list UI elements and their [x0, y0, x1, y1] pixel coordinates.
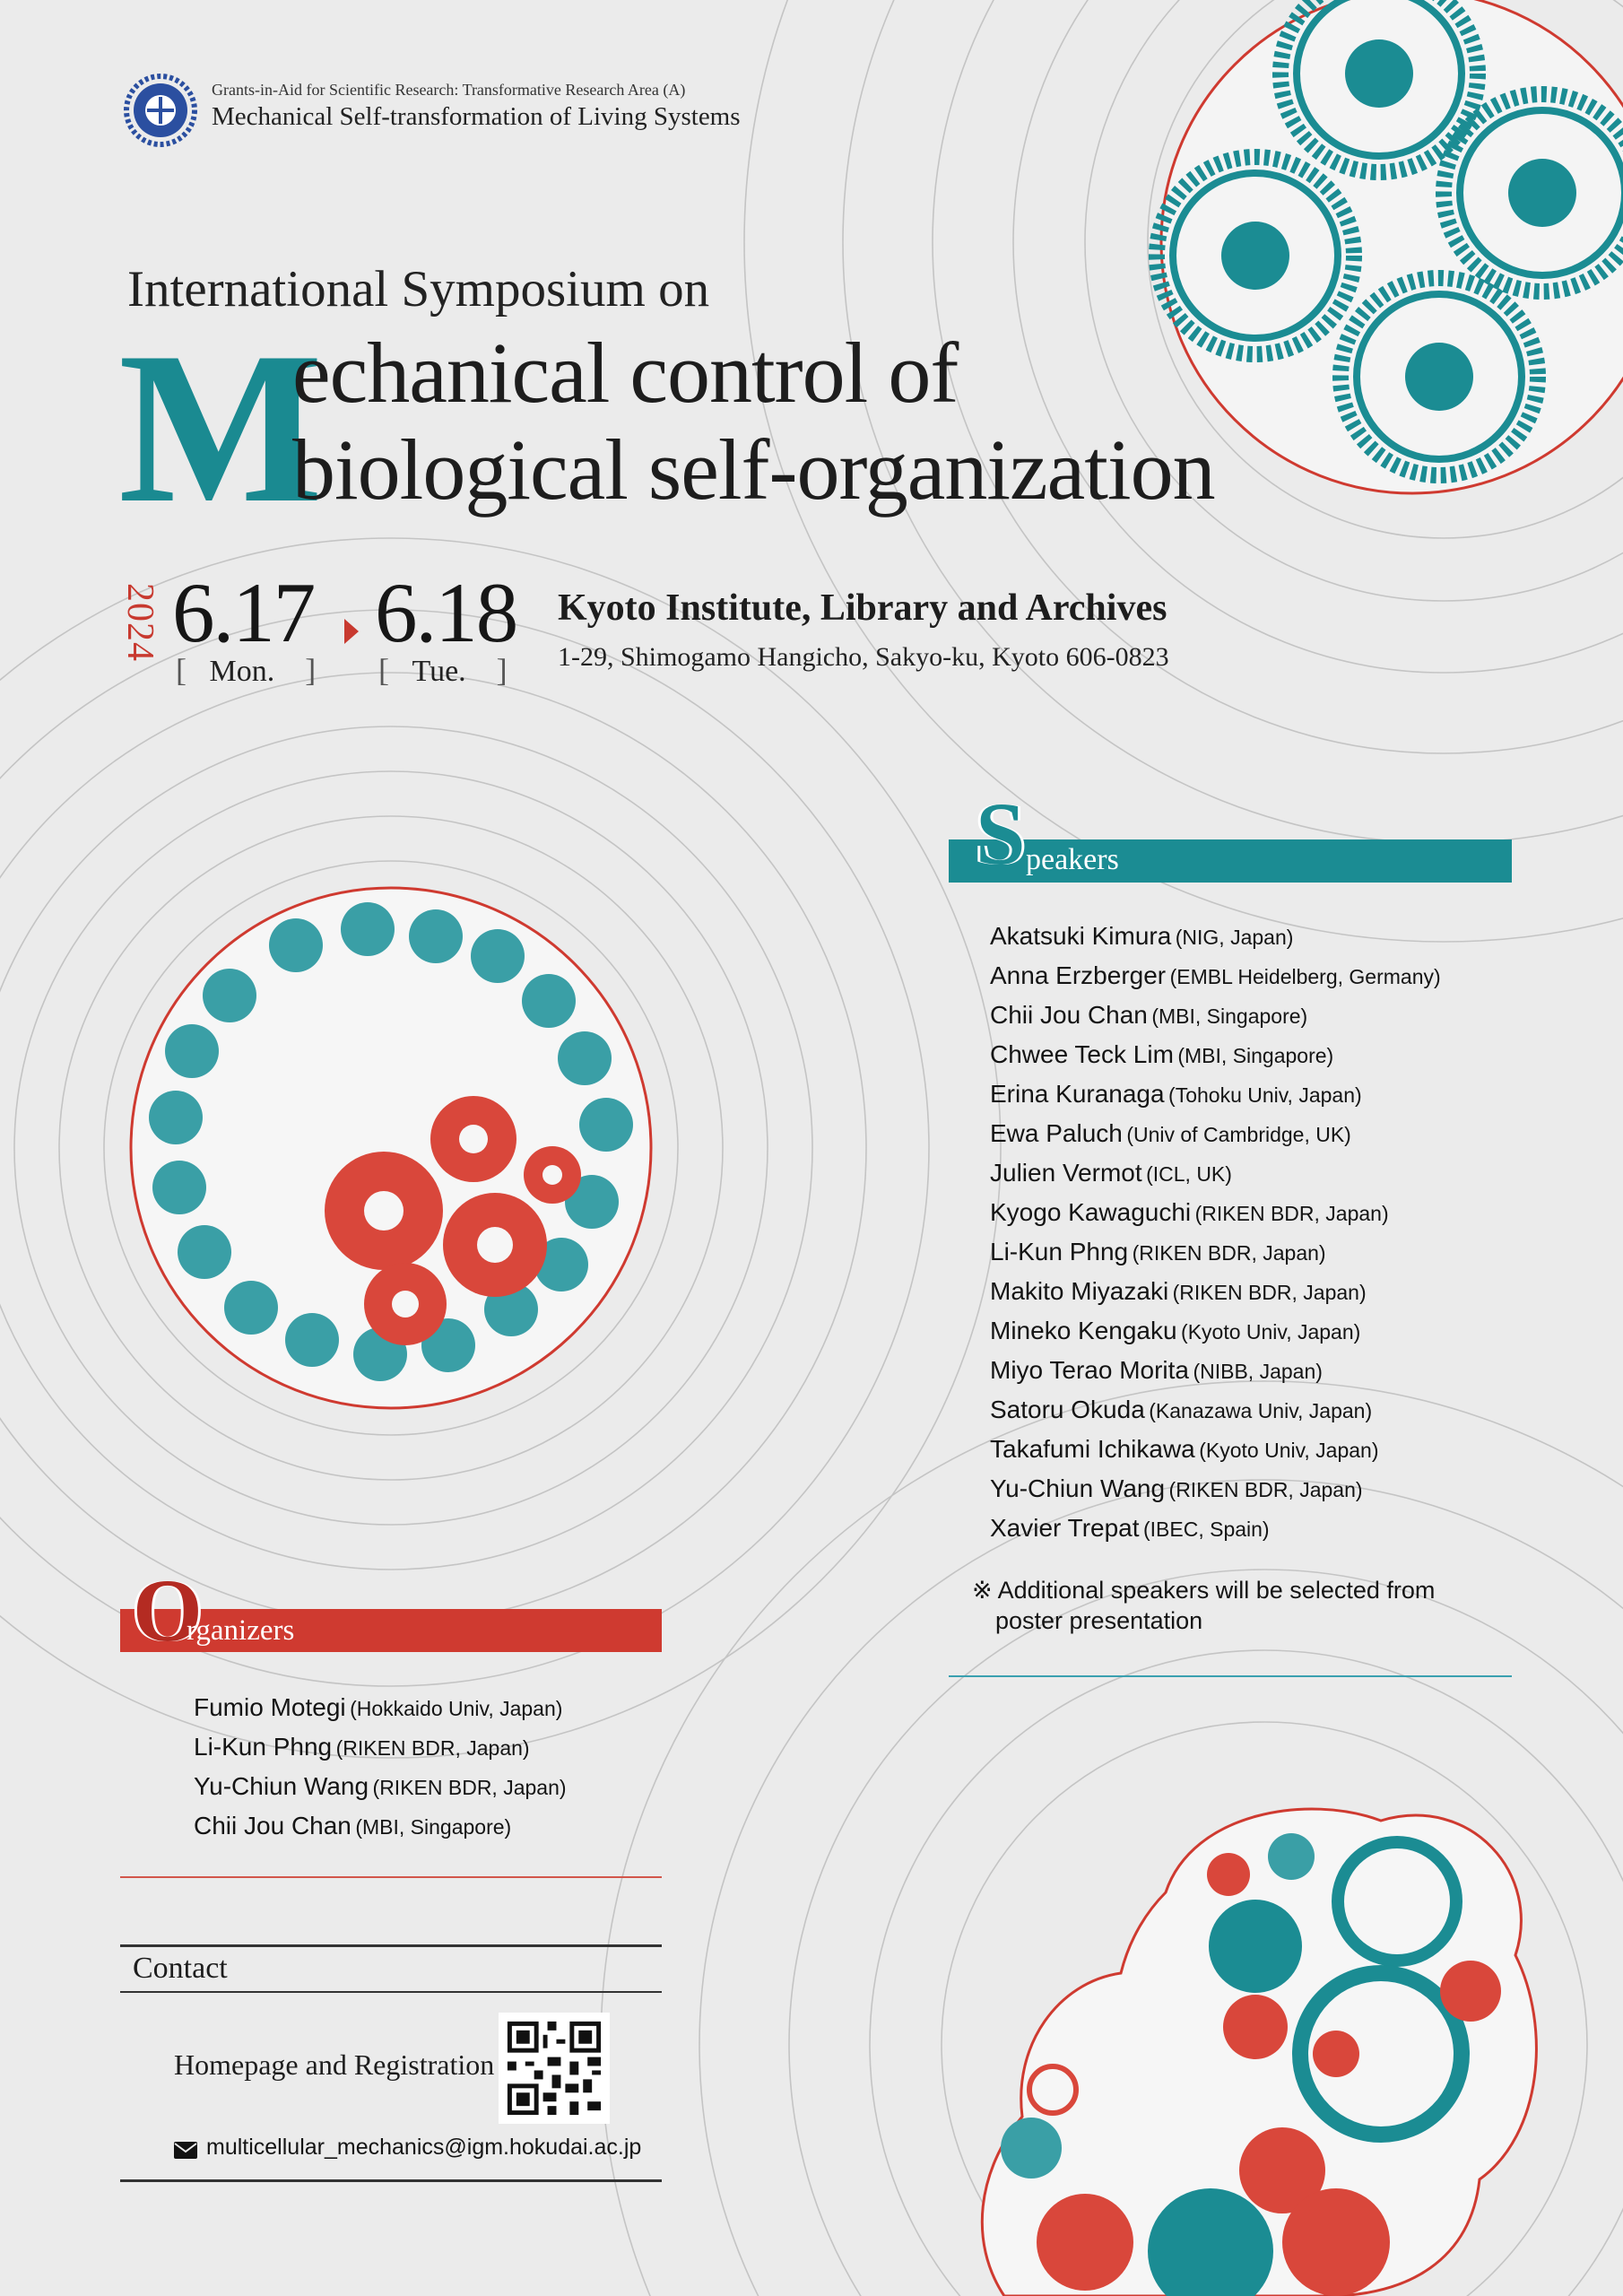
- person-name: Li-Kun Phng: [194, 1733, 333, 1761]
- event-year: [118, 583, 163, 687]
- speaker-entry: [990, 1035, 1441, 1074]
- speaker-entry: [990, 1272, 1441, 1311]
- person-name: Akatsuki Kimura: [990, 922, 1172, 950]
- date-range-arrow-icon: [344, 619, 359, 644]
- speaker-entry: [990, 1469, 1441, 1509]
- note-line-1: ※ Additional speakers will be selected from: [972, 1577, 1436, 1604]
- person-affiliation: (IBEC, Spain): [1142, 1518, 1270, 1541]
- person-affiliation: (NIBB, Japan): [1193, 1360, 1323, 1383]
- person-name: Chii Jou Chan: [194, 1812, 352, 1839]
- person-affiliation: (NIG, Japan): [1175, 926, 1294, 949]
- person-name: Kyogo Kawaguchi: [990, 1198, 1192, 1226]
- envelope-icon: [174, 2142, 197, 2159]
- person-affiliation: (RIKEN BDR, Japan): [372, 1776, 567, 1799]
- venue-name: Kyoto Institute, Library and Archives: [558, 587, 1167, 629]
- person-name: Xavier Trepat: [990, 1514, 1140, 1542]
- speaker-list: [990, 917, 1441, 1548]
- person-affiliation: (Tohoku Univ, Japan): [1168, 1083, 1362, 1107]
- person-name: Anna Erzberger: [990, 961, 1167, 989]
- symposium-pretitle: International Symposium on: [127, 261, 710, 317]
- speaker-entry: [990, 1430, 1441, 1469]
- bracket-open: [: [176, 652, 187, 688]
- person-name: Chii Jou Chan: [990, 1001, 1148, 1029]
- bracket-close: ]: [496, 652, 508, 688]
- person-name: Fumio Motegi: [194, 1693, 346, 1721]
- organizers-heading-text: rganizers: [187, 1614, 295, 1647]
- speaker-entry: [990, 996, 1441, 1035]
- divider: [120, 2179, 662, 2182]
- speakers-heading-text: peakers: [1026, 843, 1119, 876]
- speaker-entry: [990, 1509, 1441, 1548]
- person-affiliation: (Kanazawa Univ, Japan): [1149, 1399, 1373, 1422]
- divider: [120, 1944, 662, 1947]
- speaker-entry: [990, 1074, 1441, 1114]
- organizer-entry: [194, 1806, 567, 1846]
- additional-speakers-note: [972, 1575, 1435, 1636]
- person-affiliation: (MBI, Singapore): [355, 1815, 512, 1839]
- person-name: Chwee Teck Lim: [990, 1040, 1174, 1068]
- person-affiliation: (MBI, Singapore): [1151, 1004, 1308, 1028]
- contact-email[interactable]: multicellular_mechanics@igm.hokudai.ac.jp: [206, 2135, 642, 2160]
- person-affiliation: (EMBL Heidelberg, Germany): [1169, 965, 1441, 988]
- person-name: Satoru Okuda: [990, 1396, 1145, 1423]
- date-start: 6.17: [172, 565, 315, 660]
- person-affiliation: (Univ of Cambridge, UK): [1126, 1123, 1351, 1146]
- speaker-entry: [990, 956, 1441, 996]
- title-line-1: echanical control of: [292, 325, 959, 421]
- organizer-entry: [194, 1727, 567, 1767]
- person-name: Julien Vermot: [990, 1159, 1142, 1187]
- person-affiliation: (RIKEN BDR, Japan): [1168, 1478, 1363, 1501]
- speaker-entry: [990, 1193, 1441, 1232]
- speaker-entry: [990, 1311, 1441, 1351]
- contact-heading: Contact: [133, 1952, 228, 1985]
- speaker-entry: [990, 1232, 1441, 1272]
- person-name: Makito Miyazaki: [990, 1277, 1169, 1305]
- title-line-2: biological self-organization: [292, 422, 1215, 517]
- day-end-label: Tue.: [412, 655, 466, 688]
- speaker-entry: [990, 1153, 1441, 1193]
- person-name: Takafumi Ichikawa: [990, 1435, 1195, 1463]
- day-start: [176, 651, 316, 689]
- day-end: [378, 651, 508, 689]
- note-line-2: poster presentation: [995, 1607, 1203, 1634]
- person-affiliation: (ICL, UK): [1146, 1162, 1232, 1186]
- grant-program-line: Grants-in-Aid for Scientific Research: Transformative Research Area (A): [212, 81, 686, 99]
- person-name: Mineko Kengaku: [990, 1317, 1177, 1344]
- speaker-entry: [990, 1390, 1441, 1430]
- person-affiliation: (Kyoto Univ, Japan): [1199, 1439, 1379, 1462]
- bracket-open: [: [378, 652, 389, 688]
- divider: [120, 1876, 662, 1878]
- qr-code-icon[interactable]: [499, 2013, 610, 2124]
- person-name: Miyo Terao Morita: [990, 1356, 1190, 1384]
- project-name: Mechanical Self-transformation of Living Systems: [212, 102, 741, 131]
- organizers-heading: [120, 1561, 662, 1660]
- person-affiliation: (RIKEN BDR, Japan): [1194, 1202, 1389, 1225]
- person-name: Yu-Chiun Wang: [194, 1772, 369, 1800]
- speaker-entry: [990, 1351, 1441, 1390]
- person-affiliation: (RIKEN BDR, Japan): [1172, 1281, 1367, 1304]
- day-start-label: Mon.: [209, 655, 275, 688]
- gears-medallion-middle-left: [131, 888, 651, 1408]
- organizer-entry: [194, 1767, 567, 1806]
- registration-label: Homepage and Registration: [174, 2048, 495, 2081]
- speakers-heading: [949, 784, 1512, 883]
- person-name: Ewa Paluch: [990, 1119, 1123, 1147]
- date-end: 6.18: [375, 565, 517, 660]
- speaker-entry: [990, 1114, 1441, 1153]
- person-affiliation: (Kyoto Univ, Japan): [1181, 1320, 1361, 1344]
- divider: [120, 1991, 662, 1993]
- organizer-list: [194, 1688, 567, 1846]
- speaker-entry: [990, 917, 1441, 956]
- person-name: Yu-Chiun Wang: [990, 1474, 1166, 1502]
- person-affiliation: (MBI, Singapore): [1177, 1044, 1334, 1067]
- title-drop-letter: M: [118, 308, 324, 548]
- bracket-close: ]: [305, 652, 317, 688]
- organizer-entry: [194, 1688, 567, 1727]
- divider: [949, 1675, 1512, 1677]
- speakers-heading-initial: S: [976, 784, 1026, 883]
- venue-address: 1-29, Shimogamo Hangicho, Sakyo-ku, Kyoto 606-0823: [558, 642, 1169, 672]
- event-year-text: 2024: [119, 583, 161, 662]
- person-name: Erina Kuranaga: [990, 1080, 1165, 1108]
- person-affiliation: (RIKEN BDR, Japan): [1132, 1241, 1326, 1265]
- organizers-heading-initial: O: [133, 1561, 203, 1660]
- person-affiliation: (Hokkaido Univ, Japan): [350, 1697, 563, 1720]
- person-name: Li-Kun Phng: [990, 1238, 1129, 1265]
- gear-circle-logo-icon: [124, 74, 197, 147]
- person-affiliation: (RIKEN BDR, Japan): [335, 1736, 530, 1760]
